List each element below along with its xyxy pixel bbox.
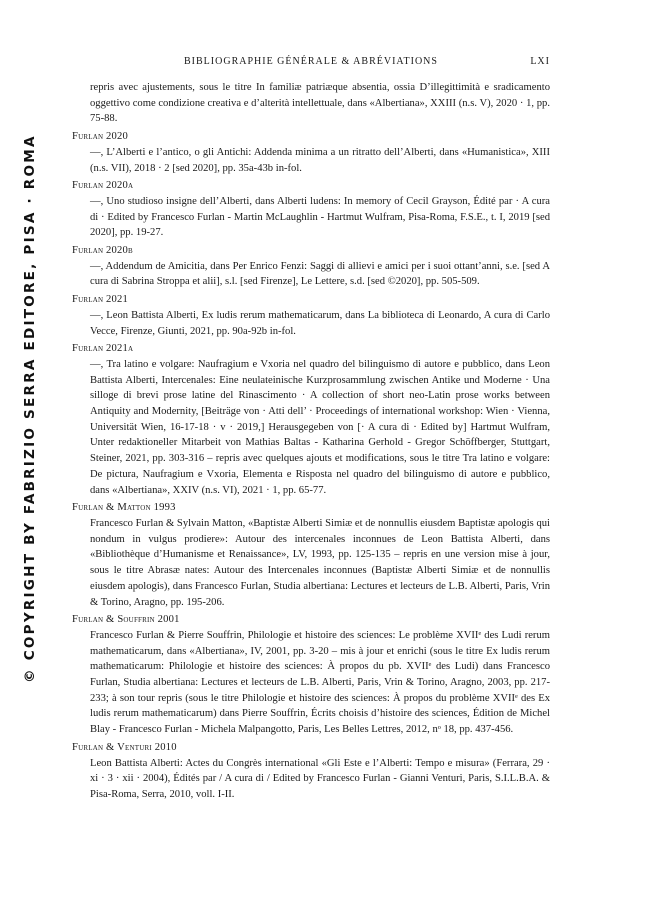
entry-body: Francesco Furlan & Pierre Souffrin, Philologie et histoire des sciences: Le problème XVIIᵉ des Ludi rerum mathematicarum, dans «Albertiana», IV, 2001, pp. 3-20 – mis à jour et enrichi (sous le titre Ex ludis rerum mathematicarum: Philologie et histoire des sciences: À propos du pb. XVIIᵉ des Ludi) dans Francesco Furlan, Studia albertiana: Lectures et lecteurs de L.B. Alberti, Paris, Vrin & Torino, Aragno, 2003, pp. 217-233; à son tour repris (sous le titre Philologie et histoire des sciences: À propos du problème XVIIᵉ des Ex ludis rerum mathematicarum) dans Pierre Souffrin, Écrits choisis d’histoire des sciences, Édition de Michel Blay - Francesco Furlan - Michela Malpangotto, Paris, Les Belles Lettres, 2012, nᵒ 18, pp. 437-456. (90, 629, 550, 736)
bibliography-entry (72, 612, 550, 738)
page-number: LXI (530, 56, 550, 67)
bibliography-entry (72, 500, 550, 610)
bibliography-text (72, 80, 550, 803)
entry-heading: Furlan & Venturi 2010 (72, 741, 177, 753)
entry-body: Francesco Furlan & Sylvain Matton, «Baptistæ Alberti Simiæ et de nonnullis eiusdem Baptistæ apologis qui nondum in vulgus prodiere»: Autour des intercenales inconnues de Leon Battista Alberti, dans «Bibliothèque d’Humanisme et Renaissance», LV, 1993, pp. 125-135 – repris en une version mise à jour, sous le titre Abrasæ nates: Autour des Intercenales inconnues (Baptistæ Alberti Simiæ et de nonnullis eiusdem apologis), dans Francesco Furlan, Studia albertiana: Lectures et lecteurs de L.B. Alberti, Paris, Vrin & Torino, Aragno, pp. 195-206. (90, 517, 550, 608)
entry-heading: Furlan 2020b (72, 245, 133, 257)
entry-heading: Furlan 2021 (72, 294, 129, 306)
entry-body: —, Leon Battista Alberti, Ex ludis rerum mathematicarum, dans La biblioteca di Leonardo, A cura di Carlo Vecce, Firenze, Giunti, 2021, pp. 90a-92b in-fol. (90, 309, 550, 337)
entry-body: —, Tra latino e volgare: Naufragium e Vxoria nel quadro del bilinguismo di autore e pubblico, dans Leon Battista Alberti, Intercenales: Eine neulateinische Kurzprosammlung zwischen Antike und Moderne · Una silloge di brevi prose latine del Rinascimento · A collection of short neo-Latin prose works between Antiquity and Modernity, [Beiträge von · Atti dell’ · Proceedings of international workshop: Wien · Vienna, Universität Wien, 16-17-18 · v · 2019,] Herausgegeben von [· A cura di · Edited by] Hartmut Wulfram, Unter redaktioneller Mitarbeit von Mathias Baltas - Katharina Gerhold - Gregor Schöffberger, Stuttgart, Steiner, 2021, pp. 303-316 – repris avec quelques ajouts et modifications, sous le titre Tra latino e volgare: De pictura, Naufragium e Vxoria, Elementa e Risposta nel quadro del bilinguismo di autore e pubblico, dans «Albertiana», XXIV (n.s. VI), 2021 · 1, pp. 65-77. (90, 358, 550, 496)
entry-heading: Furlan 2021a (72, 343, 134, 355)
entry-heading: Furlan & Souffrin 2001 (72, 614, 180, 626)
bibliography-entry (72, 341, 550, 498)
entry-body: Leon Battista Alberti: Actes du Congrès international «Gli Este e l’Alberti: Tempo e misura» (Ferrara, 29 · xi · 3 · xii · 2004), Édités par / A cura di / Edited by Francesco Furlan - Gianni Venturi, Paris, S.I.L.B.A. & Pisa-Roma, Serra, 2010, voll. I-II. (90, 757, 550, 800)
entry-body: —, Addendum de Amicitia, dans Per Enrico Fenzi: Saggi di allievi e amici per i suoi ottant’anni, s.e. [sed A cura di Sabrina Stroppa et alii], s.l. [sed Firenze], Le Lettere, s.d. [sed ©2020], pp. 505-509. (90, 260, 550, 288)
continuation-paragraph: repris avec ajustements, sous le titre In familiæ patriæque absentia, ossia D’illegittimità e sradicamento oggettivo come condizione creativa e d’alterità intellettuale, dans «Albertiana», XXIII (n.s. V), 2020 · 1, pp. 75-88. (90, 82, 550, 125)
bibliography-entry (72, 178, 550, 241)
bibliography-entry (72, 243, 550, 290)
copyright-notice: © COPYRIGHT BY FABRIZIO SERRA EDITORE, PISA · ROMA (22, 134, 38, 683)
entry-heading: Furlan 2020a (72, 180, 134, 192)
entry-heading: Furlan & Matton 1993 (72, 502, 176, 514)
entry-body: —, L’Alberti e l’antico, o gli Antichi: Addenda minima a un ritratto dell’Alberti, dans «Humanistica», XIII (n.s. VII), 2018 · 2 [sed 2020], pp. 35a-43b in-fol. (90, 146, 550, 174)
bibliography-entry (72, 292, 550, 339)
entry-body: —, Uno studioso insigne dell’Alberti, dans Alberti ludens: In memory of Cecil Grayson, Édité par · A cura di · Edited by Francesco Furlan - Martin McLaughlin - Hartmut Wulfram, Pisa-Roma, F.S.E., t. I, 2019 [sed 2020], pp. 19-27. (90, 195, 550, 239)
bibliography-entry (72, 129, 550, 176)
entry-heading: Furlan 2020 (72, 131, 129, 143)
running-title: BIBLIOGRAPHIE GÉNÉRALE & ABRÉVIATIONS (184, 56, 438, 67)
bibliography-entry (72, 740, 550, 803)
